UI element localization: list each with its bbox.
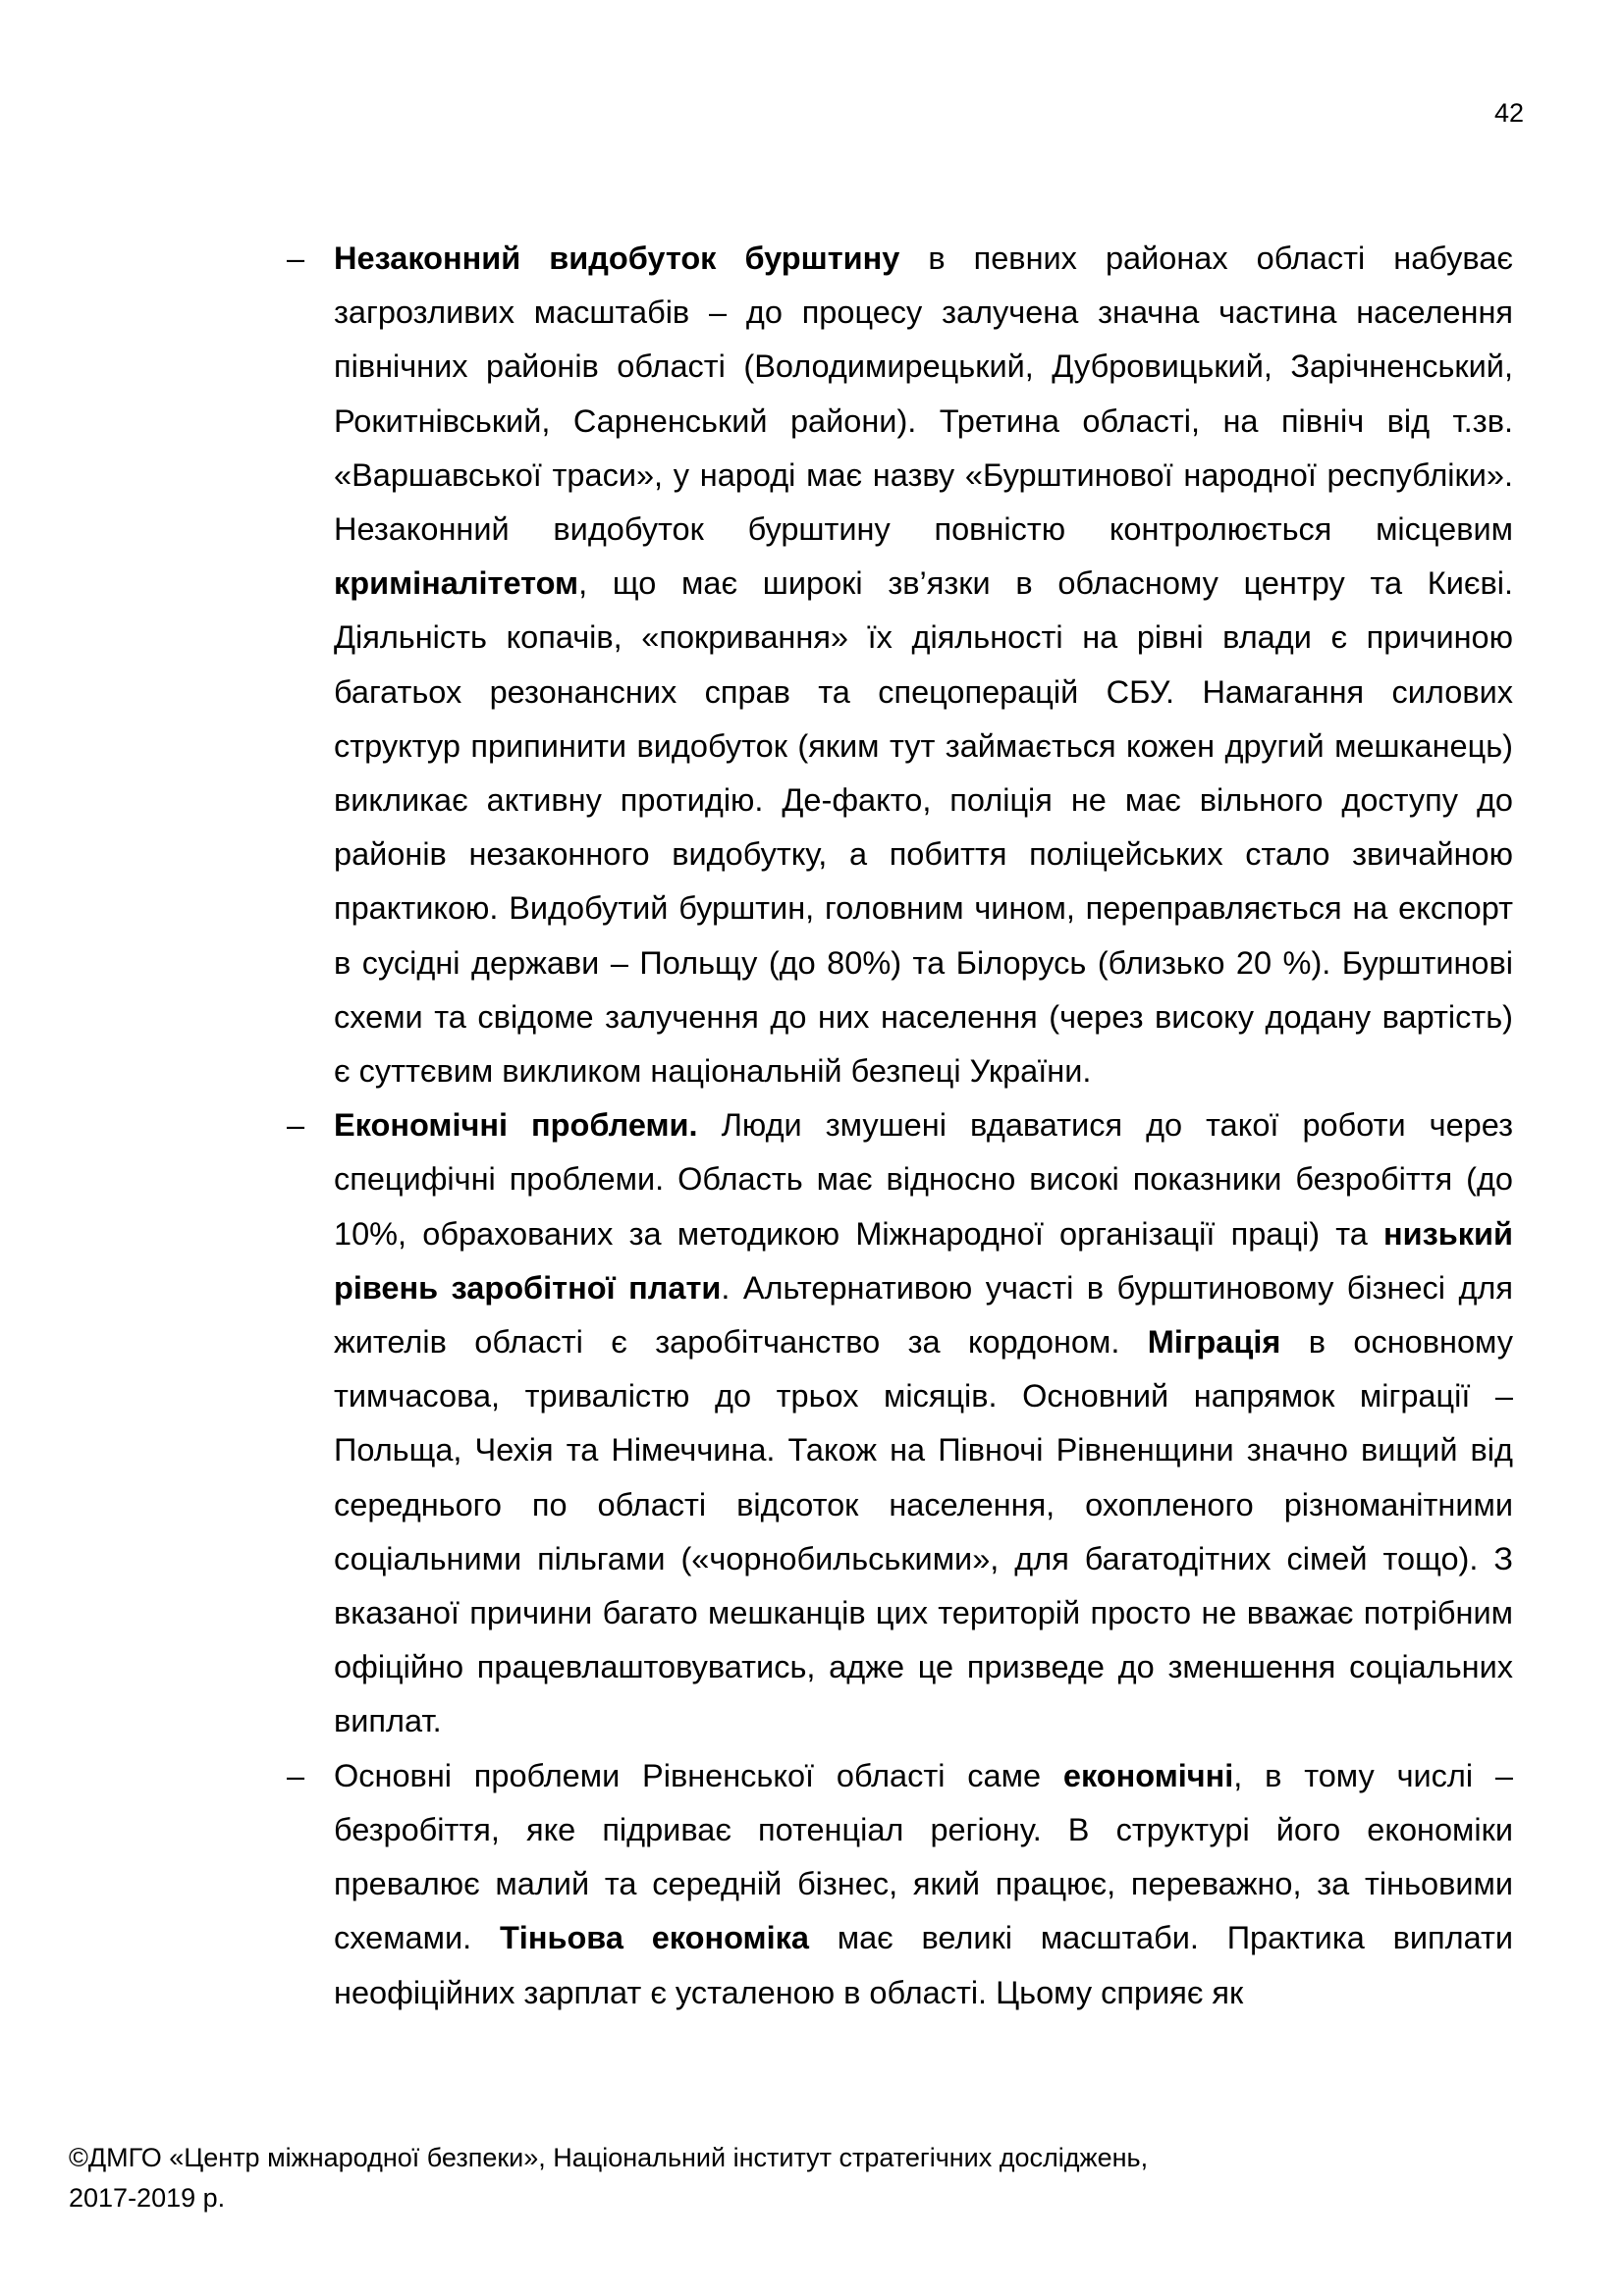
text-run: . Альтернативою участі в бурштиновому бізнесі для жителів області є заробітчанство за кордоном.	[334, 1269, 1513, 1361]
bold-phrase: Незаконний видобуток бурштину	[334, 240, 900, 276]
text-run: в основному тимчасова, тривалістю до трьох місяців. Основний напрямок міграції – Польща, Чехія та Німеччина. Також на Півночі Рівненщини значно вищий від середнього по області відсоток населення, охопленого різноманітними соціальними пільгами («чорнобильськими», для багатодітних сімей тощо). З вказаної причини багато мешканців цих територій просто не вважає потрібним офіційно працевлаштовуватись, адже це призведе до зменшення соціальних виплат.	[334, 1324, 1514, 1739]
footer-copyright	[69, 2138, 1542, 2218]
dash-bullet: –	[287, 240, 305, 276]
list-item	[281, 232, 1513, 1098]
footer-line: ©ДМГО «Центр міжнародної безпеки», Національний інститут стратегічних досліджень,	[69, 2143, 1149, 2172]
bold-phrase: Міграція	[1147, 1324, 1281, 1361]
page-number: 42	[1493, 98, 1524, 128]
bold-phrase: криміналітетом	[334, 565, 579, 602]
text-run: в певних районах області набуває загрозливих масштабів – до процесу залучена значна частина населення північних районів області (Володимирецький, Дубровицький, Зарічненський, Рокитнівський, Сарненський райони). Третина області, на північ від т.зв. «Варшавської траси», у народі має назву «Бурштинової народної республіки». Незаконний видобуток бурштину повністю контролюється місцевим	[334, 240, 1513, 548]
dash-bullet: –	[287, 1757, 305, 1793]
bold-phrase: низький рівень заробітної плати	[334, 1215, 1513, 1306]
list-item	[281, 1749, 1513, 2020]
bold-phrase: Тіньова економіка	[499, 1920, 809, 1956]
dash-bullet: –	[287, 1107, 305, 1144]
text-run: Основні проблеми Рівненської області саме	[334, 1757, 1063, 1793]
text-run: , в тому числі – безробіття, яке підриває потенціал регіону. В структурі його економіки превалює малий та середній бізнес, який працює, переважно, за тіньовими схемами.	[334, 1757, 1513, 1956]
text-run: має великі масштаби. Практика виплати неофіційних зарплат є усталеною в області. Цьому сприяє як	[334, 1920, 1514, 2010]
bold-phrase: економічні	[1062, 1757, 1234, 1793]
text-run: Люди змушені вдаватися до такої роботи через специфічні проблеми. Область має відносно високі показники безробіття (до 10%, обрахованих за методикою Міжнародної організації праці) та	[334, 1107, 1513, 1252]
footer-line: 2017-2019 р.	[69, 2183, 226, 2213]
list-item	[281, 1098, 1513, 1748]
text-run: , що має широкі зв’язки в обласному центру та Києві. Діяльність копачів, «покривання» їх діяльності на рівні влади є причиною багатьох резонансних справ та спецоперацій СБУ. Намагання силових структур припинити видобуток (яким тут займається кожен другий мешканець) викликає активну протидію. Де-факто, поліція не має вільного доступу до районів незаконного видобутку, а побиття поліцейських стало звичайною практикою. Видобутий бурштин, головним чином, переправляється на експорт в сусідні держави – Польщу (до 80%) та Білорусь (близько 20 %). Бурштинові схеми та свідоме залучення до них населення (через високу додану вартість) є суттєвим викликом національній безпеці України.	[334, 565, 1513, 1090]
bold-phrase: Економічні проблеми.	[334, 1107, 698, 1144]
bullet-list	[281, 232, 1513, 2020]
